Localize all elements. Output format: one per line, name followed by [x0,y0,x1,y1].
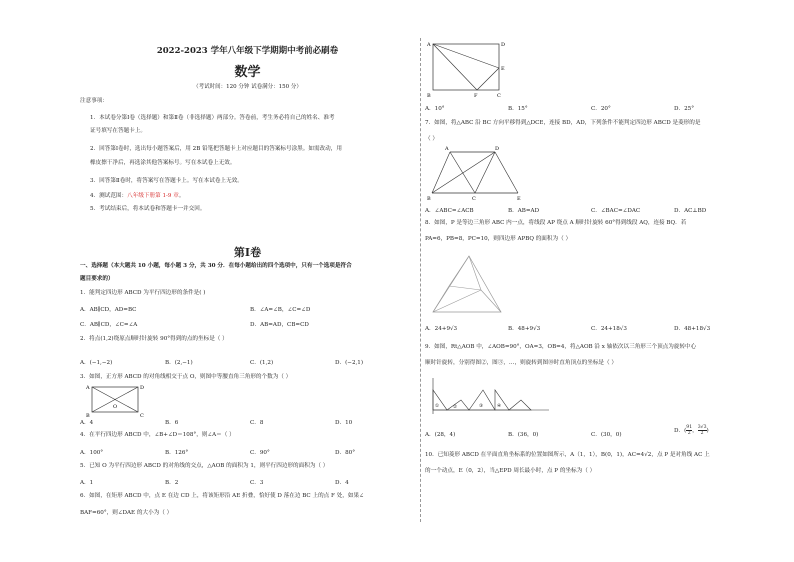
exam-meta: （考试时间：120 分钟 试卷满分：150 分） [193,84,302,90]
column-divider [420,38,421,522]
q3-square-figure [84,384,144,418]
note-1a: 1．本试卷分第Ⅰ卷（选择题）和第Ⅱ卷（非选择题）两部分。答卷前，考生务必将自己的姓名、准考 [90,115,335,121]
q2-option-c: C．(1,2) [250,360,274,366]
q7-label-d: D [495,146,500,152]
q2-option-d: D．(−2,1) [335,360,364,366]
q9-stem-b: 顺时针旋转，分别得图②，图③，…，则旋转到图⑩时直角顶点的坐标是（ ） [425,360,617,366]
q6-stem-b: BAF=60°，则∠DAE 的大小为（ ） [80,510,173,516]
q7-stem-a: 7．如图，将△ABC 沿 BC 方向平移得到△DCE，连接 BD，AD，下列条件不能判定四边形 ABCD 是菱形的是 [425,120,701,126]
q9-label-1: ① [435,404,440,409]
q7-label-e: E [517,196,521,202]
q10-stem-b: 的一个动点，E（0，2），当△EPD 周长最小时，点 P 的坐标为（ ） [425,468,596,474]
q3-label-d: D [140,385,144,391]
q5-option-d: D．4 [335,480,349,486]
q7-option-b: B．AB=AD [508,208,540,214]
q6-option-b: B．15° [508,106,528,112]
q6-label-c: C [497,93,501,99]
exam-subject: 数学 [234,65,261,80]
notes-heading: 注意事项： [80,98,108,104]
note-2a: 2．回答第Ⅰ卷时，选出每小题答案后，用 2B 铅笔把答题卡上对应题目的答案标号涂黑。如需改动，用 [90,146,342,152]
q6-label-b: B [427,93,431,99]
q5-option-a: A．1 [80,480,94,486]
q9-label-3: ③ [479,404,484,409]
left-column [80,0,415,562]
q7-translation-figure [425,144,535,202]
q1-option-c: C．AB∥CD，∠C=∠A [80,322,138,328]
q6-label-a: A [427,42,431,48]
q4-option-a: A．100° [80,450,104,456]
q10-stem-a: 10．已知菱形 ABCD 在平面直角坐标系的位置如图所示，A（1，1），B(0，1)，AC=4√2，点 P 是对角线 AC 上 [425,452,710,458]
q7-option-d: D．AC⊥BD [674,208,707,214]
q7-option-c: C．∠BAC=∠DAC [591,208,641,214]
q6-rectangle-figure [425,38,515,100]
q3-label-c: C [140,413,144,418]
q1-option-d: D．AB=AD，CB=CD [250,322,309,328]
q4-stem: 4．在平行四边形 ABCD 中，∠B+∠D＝108°，则∠A＝（ ） [80,432,235,438]
q2-option-b: B．(2,−1) [165,360,193,366]
q3-stem: 3．如图，正方形 ABCD 的对角线相交于点 O，则图中等腰直角三角形的个数为（ ） [80,374,292,380]
q3-label-b: B [86,413,90,418]
q3-option-d: D．10 [335,420,353,426]
q5-option-b: B．2 [165,480,179,486]
q1-option-b: B．∠A=∠B，∠C=∠D [250,307,311,313]
q9-label-2: ② [453,405,458,410]
q6-option-d: D．25° [674,106,694,112]
q9-option-c: C．(30，0) [591,432,622,438]
q8-option-c: C．24+18√3 [591,326,627,332]
test-range: 八年级下册第 1-9 章 [127,193,179,199]
q5-option-c: C．3 [250,480,264,486]
section-intro-b: 题目要求的） [80,276,114,282]
q4-option-d: D．80° [335,450,355,456]
q3-option-a: A．4 [80,420,94,426]
q7-label-c: C [472,196,476,202]
q9-stem-a: 9．如图，Rt△AOB 中，∠AOB=90°，OA=3，OB=4，将△AOB 沿 x 轴依次以三角形三个顶点为旋转中心 [425,344,697,350]
q8-stem-b: PA=6，PB=8，PC=10，则四边形 APBQ 的面积为（ ） [425,236,572,242]
q6-option-c: C．20° [591,106,611,112]
q3-label-a: A [86,385,90,391]
q1-option-a: A．AB∥CD，AD=BC [80,307,137,313]
note-1b: 证号填写在答题卡上。 [90,128,146,134]
q2-stem: 2．将点(1,2)绕原点顺时针旋转 90°得到的点的坐标是（ ） [80,336,228,342]
q6-label-e: E [501,66,505,72]
q6-label-d: D [501,42,506,48]
section-title: 第Ⅰ卷 [233,246,262,259]
q6-option-a: A．10° [425,106,445,112]
q7-option-a: A．∠ABC=∠ACB [425,208,474,214]
q8-option-a: A．24+9√3 [425,326,458,332]
q6-label-f: F [474,93,478,99]
q4-option-b: B．126° [165,450,189,456]
q1-stem: 1．能判定四边形 ABCD 为平行四边形的条件是( ) [80,290,206,296]
q9-option-b: B．(36，0) [508,432,539,438]
note-2b: 橡皮擦干净后，再选涂其他答案标号。写在本试卷上无效。 [90,160,236,166]
q4-option-c: C．90° [250,450,270,456]
q8-stem-a: 8．如图，P 是等边三角形 ABC 内一点，将线段 AP 绕点 A 顺时针旋转 60°得到线段 AQ，连接 BQ．若 [425,220,687,226]
q3-option-b: B．6 [165,420,179,426]
q7-stem-b: （ ） [425,136,438,142]
q9-option-a: A．(28，4) [425,432,456,438]
q3-option-c: C．8 [250,420,264,426]
q6-stem-a: 6．如图，在矩形 ABCD 中，点 E 在边 CD 上，将该矩形沿 AE 折叠，恰好使 D 落在边 BC 上的点 F 处，如果∠ [80,493,364,499]
exam-title: 2022-2023 学年八年级下学期期中考前必刷卷 [156,46,339,56]
note-3: 3．回答第Ⅱ卷时，将答案写在答题卡上。写在本试卷上无效。 [90,178,243,184]
q2-option-a: A．(−1,−2) [80,360,113,366]
note-5: 5．考试结束后，将本试卷和答题卡一并交回。 [90,206,206,212]
q9-label-4: ④ [497,404,502,409]
note-4: 4．测试范围：八年级下册第 1-9 章。 [90,193,185,199]
q9-option-d: D．( $\frac{91}{2}$ ， $\frac{3√3}{2}$ ) [674,425,709,436]
q8-option-d: D．48+18√3 [674,326,711,332]
q3-label-o: O [113,404,118,410]
q9-rotation-figure [425,374,555,418]
q7-label-b: B [427,196,431,202]
q7-label-a: A [445,146,449,152]
right-column [425,0,750,562]
q5-stem: 5．已知 O 为平行四边形 ABCD 的对角线的交点，△AOB 的面积为 1，则平行四边形的面积为（ ） [80,463,329,469]
q8-triangle-figure [425,250,515,320]
q8-option-b: B．48+9√3 [508,326,541,332]
section-intro-a: 一、选择题（本大题共 10 小题，每小题 3 分，共 30 分．在每小题给出的四个选项中，只有一个选项是符合 [80,263,352,269]
